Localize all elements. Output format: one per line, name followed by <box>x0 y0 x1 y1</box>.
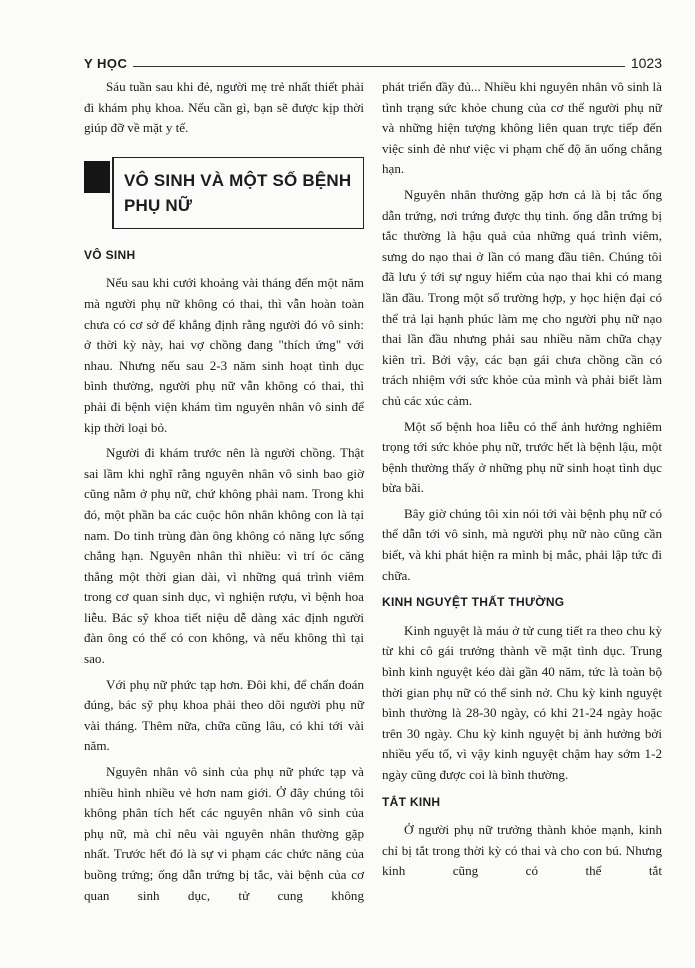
paragraph: Với phụ nữ phức tạp hơn. Đôi khi, để chẩn đoán đúng, bác sỹ phụ khoa phải theo dõi người phụ nữ vài tháng. Thêm nữa, chữa cũng lâu, có khi tới vài năm. <box>84 676 364 754</box>
paragraph: Người đi khám trước nên là người chồng. Thật sai lầm khi nghĩ rằng nguyên nhân vô sinh bao giờ cũng nằm ở phụ nữ, chứ không phải nam. Trong khi đó, một phần ba các cuộc hôn nhân không con là tại nam. Do tinh trùng đàn ông không có năng lực sống chẳng hạn. Nguyên nhân thì nhiều: vì trí óc căng thẳng một thời gian dài, vì những quá trình viêm trong cơ quan sinh dục, vì nghiện rượu, vì bệnh hoa liễu. Bác sỹ khoa tiết niệu dễ dàng xác định người đàn ông có thể có con không, và nếu không thì tại sao. <box>84 445 364 667</box>
chapter-title <box>112 157 364 229</box>
running-header <box>84 51 662 71</box>
subheading-vo-sinh: VÔ SINH <box>84 247 136 262</box>
title-marker-square <box>84 161 110 193</box>
section-name: Y HỌC <box>84 56 128 71</box>
paragraph: Ở người phụ nữ trưởng thành khỏe mạnh, kinh chỉ bị tắt trong thời kỳ có thai và cho con bú. Nhưng kinh cũng có thể tắt <box>382 822 662 879</box>
intro-paragraph: Sáu tuần sau khi đẻ, người mẹ trẻ nhất thiết phải đi khám phụ khoa. Nếu cần gì, bạn sẽ được kịp thời giúp đỡ về mặt y tế. <box>84 79 364 136</box>
paragraph: Bây giờ chúng tôi xin nói tới vài bệnh phụ nữ có thể dẫn tới vô sinh, mà người phụ nữ nào cũng cần biết, và khi phát hiện ra mình bị mắc, phải lập tức đi chữa. <box>382 505 662 583</box>
chapter-title-block <box>84 157 364 229</box>
header-rule <box>133 66 624 67</box>
paragraph: Nếu sau khi cưới khoảng vài tháng đến một năm mà người phụ nữ không có thai, thì vẫn hoàn toàn chưa có cơ sở để khẳng định rằng người đó vô sinh: ở thời kỳ này, hai vợ chồng đang "thích ứng" với nhau. Nhưng nếu sau 2-3 năm sinh hoạt tình dục bình thường, người phụ nữ vẫn không có thai, thì phải đi bệnh viện khám tìm nguyên nhân vô sinh để kịp thời loại bỏ. <box>84 275 364 435</box>
paragraph: Một số bệnh hoa liễu có thể ảnh hưởng nghiêm trọng tới sức khỏe phụ nữ, trước hết là bệnh lậu, một bệnh thường thấy ở những phụ nữ sinh hoạt tình dục bừa bãi. <box>382 418 662 496</box>
continued-paragraph: phát triển đầy đủ... Nhiều khi nguyên nhân vô sinh là tình trạng sức khỏe chung của cơ thể người phụ nữ và những hiện tượng không liên quan trực tiếp đến việc sinh đẻ như việc vi phạm chế độ ăn uống chẳng hạn. <box>382 79 662 177</box>
subheading-tat-kinh: TẮT KINH <box>382 794 441 809</box>
subheading-kinh-nguyet: KINH NGUYỆT THẤT THƯỜNG <box>382 595 565 610</box>
chapter-title-line-2: PHỤ NỮ <box>124 195 193 215</box>
paragraph: Nguyên nhân vô sinh của phụ nữ phức tạp và nhiều hình nhiều vẻ hơn nam giới. Ở đây chúng tôi không phân tích hết các nguyên nhân vô sinh của phụ nữ, mà chỉ nêu vài nguyên nhân thường gặp nhất. Trước hết đó là sự vi phạm các chức năng của buồng trứng; ống dẫn trứng bị tắc, vài bệnh của cơ quan sinh dục, tử cung không <box>84 764 364 903</box>
left-column <box>84 77 364 911</box>
right-column <box>382 77 662 887</box>
paragraph: Kinh nguyệt là máu ở tử cung tiết ra theo chu kỳ từ khi cô gái trưởng thành về mặt tình dục. Trung bình kinh nguyệt kéo dài gần 40 năm, tức là toàn bộ thời gian phụ nữ có thể sinh nở. Chu kỳ kinh nguyệt bình thường là 28-30 ngày, có khi 21-24 ngày hoặc trên 30 ngày. Chu kỳ kinh nguyệt bị ảnh hưởng bởi nhiều yếu tố, vì vậy kinh nguyệt chậm hay sớm 1-2 ngày cũng được coi là bình thường. <box>382 622 662 782</box>
chapter-title-line-1: VÔ SINH VÀ MỘT SỐ BỆNH <box>124 170 352 190</box>
paragraph: Nguyên nhân thường gặp hơn cả là bị tắc ống dẫn trứng, nơi trứng được thụ tinh. ống dẫn trứng bị tắc thường là hậu quả của những quá trình viêm, sưng do nạo thai ở lần có mang đầu tiên. Chúng tôi đã lưu ý tới sự nguy hiểm của nạo thai khi có mang lần đầu. Trong một số trường hợp, y học hiện đại có thể trả lại hạnh phúc làm mẹ cho người phụ nữ nạo thai lần đầu nhưng phải sau nhiều năm chữa chạy kiên trì. Bởi vậy, các bạn gái chưa chồng cần có trách nhiệm với sức khỏe của mình và phải biết làm chủ các xúc cảm. <box>382 186 662 408</box>
page-number: 1023 <box>630 55 662 71</box>
